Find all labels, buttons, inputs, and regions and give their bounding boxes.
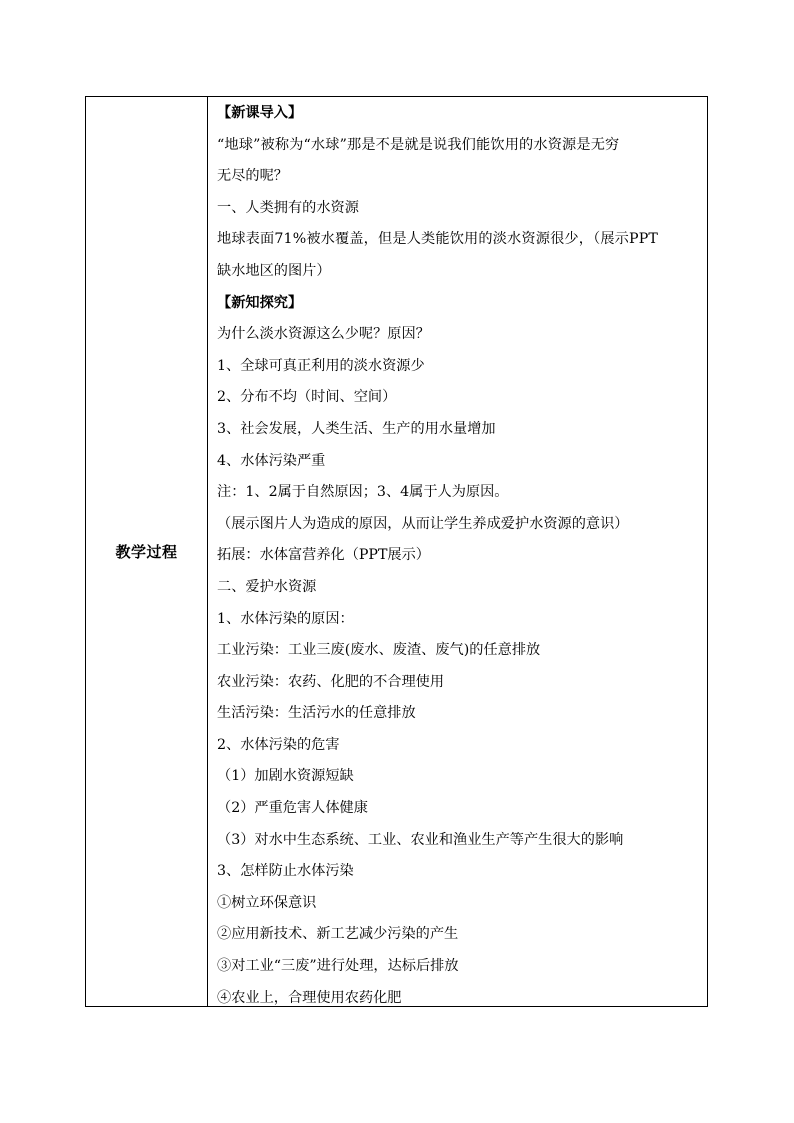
row-label-cell	[86, 97, 208, 1006]
text-line: “地球”被称为“水球”那是不是就是说我们能饮用的水资源是无穷	[217, 136, 620, 153]
note-line: 注：1、2属于自然原因；3、4属于人为原因。	[217, 484, 509, 501]
list-item: （1）加剧水资源短缺	[217, 768, 354, 785]
text-line: 农业污染：农药、化肥的不合理使用	[217, 673, 445, 690]
section-heading-explore: 【新知探究】	[217, 294, 303, 311]
text-line: 地球表面71%被水覆盖，但是人类能饮用的淡水资源很少，（展示PPT	[217, 231, 659, 248]
content-cell	[208, 97, 707, 1006]
text-line: 生活污染：生活污水的任意排放	[217, 705, 416, 722]
list-item: （3）对水中生态系统、工业、农业和渔业生产等产生很大的影响	[217, 831, 624, 848]
list-item: （2）严重危害人体健康	[217, 800, 368, 817]
text-line: 拓展：水体富营养化（PPT展示）	[217, 547, 430, 564]
list-item: ②应用新技术、新工艺减少污染的产生	[217, 926, 459, 943]
text-line: 工业污染：工业三废(废水、废渣、废气)的任意排放	[217, 642, 541, 659]
list-item: 2、分布不均（时间、空间）	[217, 389, 397, 406]
list-item: ③对工业“三废”进行处理，达标后排放	[217, 958, 459, 975]
list-item: 3、社会发展，人类生活、生产的用水量增加	[217, 420, 496, 437]
list-item: 1、水体污染的原因：	[217, 610, 354, 627]
list-item: ①树立环保意识	[217, 894, 317, 911]
list-item: 4、水体污染严重	[217, 452, 326, 469]
text-line: 缺水地区的图片）	[217, 262, 331, 279]
row-label: 教学过程	[115, 543, 178, 561]
text-line: 无尽的呢？	[217, 168, 288, 185]
text-line: （展示图片人为造成的原因，从而让学生养成爱护水资源的意识）	[217, 515, 629, 532]
list-item: 3、怎样防止水体污染	[217, 863, 354, 880]
lesson-table	[85, 96, 708, 1007]
text-line: 为什么淡水资源这么少呢？原因？	[217, 326, 430, 343]
list-item: 2、水体污染的危害	[217, 736, 340, 753]
section-heading-intro: 【新课导入】	[217, 105, 303, 121]
list-item: ④农业上，合理使用农药化肥	[217, 989, 402, 1006]
list-item: 1、全球可真正利用的淡水资源少	[217, 357, 425, 374]
subheading-line: 二、爱护水资源	[217, 578, 317, 595]
subheading-line: 一、人类拥有的水资源	[217, 199, 359, 216]
